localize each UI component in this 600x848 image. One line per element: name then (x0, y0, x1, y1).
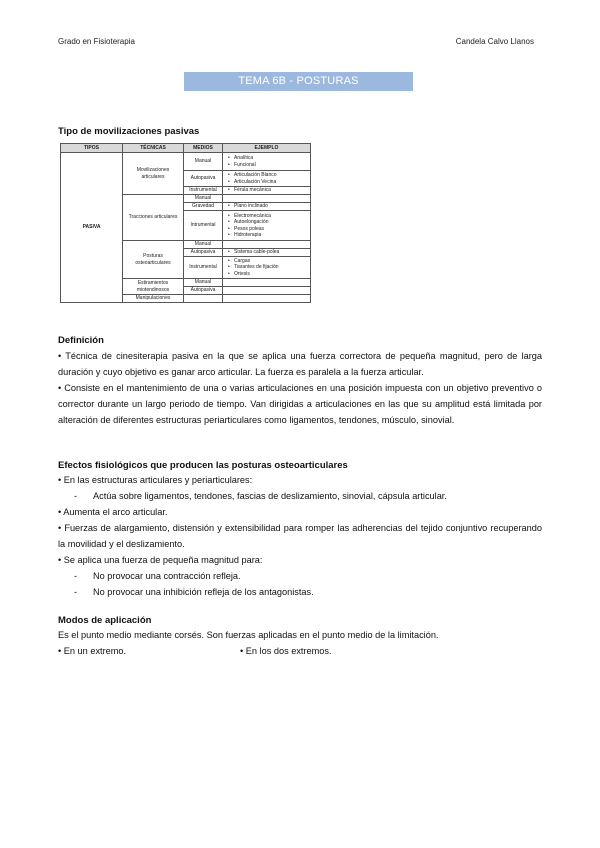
tipo-cell: PASIVA (61, 153, 123, 303)
ejemplo-cell (223, 287, 311, 295)
medio-cell: Autopasiva (184, 249, 223, 257)
ejemplo-item: • Sistema cable-polea (234, 249, 308, 255)
header-course: Grado en Fisioterapia (58, 37, 135, 46)
medio-cell: Intrumental (184, 211, 223, 241)
ejemplo-item: • Electromecánica (234, 213, 308, 219)
ejemplo-cell (223, 203, 311, 211)
ejemplo-cell (223, 249, 311, 257)
ejemplo-cell (223, 279, 311, 287)
dash-marker: - (74, 491, 78, 501)
modos-paragraph: Es el punto medio mediante corsés. Son fuerzas aplicadas en el punto medio de la limitación. (58, 630, 439, 640)
ejemplo-item: • Autoelongación (234, 219, 308, 225)
definicion-body (58, 348, 542, 428)
ejemplo-cell (223, 153, 311, 171)
ejemplo-cell (223, 295, 311, 303)
definicion-paragraph: • Consiste en el mantenimiento de una o varias articulaciones en una posición impuesta con un objetivo preventivo o corrector durante un largo periodo de tiempo. Van dirigidas a articulaciones en las que su amplitud está limitada por alteración de diferentes estructuras periarticulares como ligamentos, tendones, músculo, sinovial. (58, 383, 542, 425)
ejemplo-cell (223, 257, 311, 279)
subitem-text: No provocar una contracción refleja. (93, 571, 241, 581)
efectos-bullet: • En las estructuras articulares y periarticulares: (58, 475, 253, 485)
dash-marker: - (74, 587, 78, 597)
tecnica-cell: Movilizaciones articulares (123, 153, 184, 195)
header-author: Candela Calvo Llanos (455, 37, 534, 46)
ejemplo-cell (223, 211, 311, 241)
ejemplo-item: • Articulación Vecina (234, 179, 308, 185)
subitem-text: Actúa sobre ligamentos, tendones, fascias de deslizamiento, sinovial, cápsula articular. (93, 491, 447, 501)
ejemplo-item: • Hidroterapia (234, 232, 308, 238)
medio-cell: Instrumental (184, 257, 223, 279)
ejemplo-item: • Articulación Blanco (234, 172, 308, 178)
dash-marker: - (74, 571, 78, 581)
efectos-bullet: • Fuerzas de alargamiento, distensión y extensibilidad para romper las adherencias del tejido conjuntivo recuperando la movilidad y el deslizamiento. (58, 523, 542, 549)
ejemplo-item: • Plano inclinado (234, 203, 308, 209)
medio-cell: Gravedad (184, 203, 223, 211)
table-header-row (61, 144, 311, 153)
medio-cell: Autopasiva (184, 171, 223, 187)
tecnica-cell: Estiramientos miotendinosos (123, 279, 184, 295)
definicion-heading: Definición (58, 335, 104, 346)
efectos-body (58, 472, 542, 600)
col-header: EJEMPLO (223, 144, 311, 153)
efectos-subitem (58, 584, 542, 600)
ejemplo-cell (223, 195, 311, 203)
document-title: TEMA 6B - POSTURAS OSTEOARTICULARES. (184, 72, 413, 91)
subitem-text: No provocar una inhibición refleja de los antagonistas. (93, 587, 314, 597)
efectos-bullet: • Aumenta el arco articular. (58, 507, 168, 517)
efectos-subitem (58, 488, 542, 504)
efectos-heading: Efectos fisiológicos que producen las posturas osteoarticulares (58, 460, 348, 471)
medio-cell: Manual (184, 153, 223, 171)
medio-cell: Autopasiva (184, 287, 223, 295)
modos-item: • En un extremo. (58, 646, 127, 656)
ejemplo-item: • Ortesis (234, 271, 308, 277)
modos-heading: Modos de aplicación (58, 615, 152, 626)
tecnica-cell: Manipulaciones (123, 295, 184, 303)
medio-cell: Manual (184, 195, 223, 203)
ejemplo-item: • Cargas (234, 258, 308, 264)
modos-item: • En los dos extremos. (240, 646, 332, 656)
medio-cell: Manual (184, 279, 223, 287)
efectos-bullet: • Se aplica una fuerza de pequeña magnitud para: (58, 555, 263, 565)
medio-cell: Manual (184, 241, 223, 249)
col-header: MEDIOS (184, 144, 223, 153)
table-section-heading: Tipo de movilizaciones pasivas (58, 126, 200, 137)
ejemplo-item: • Analítica (234, 155, 308, 161)
ejemplo-cell (223, 171, 311, 187)
medio-cell (184, 295, 223, 303)
ejemplo-item: • Pesos poleas (234, 226, 308, 232)
movilizaciones-table (60, 143, 310, 303)
modos-body (58, 627, 542, 659)
col-header: TIPOS (61, 144, 123, 153)
efectos-subitem (58, 568, 542, 584)
modos-items (58, 643, 542, 659)
definicion-paragraph: • Técnica de cinesiterapia pasiva en la que se aplica una fuerza correctora de pequeña magnitud, pero de larga duración y cuyo objetivo es ganar arco articular. La fuerza es paralela a la fuerza articular. (58, 351, 542, 377)
ejemplo-cell (223, 241, 311, 249)
ejemplo-cell (223, 187, 311, 195)
tecnica-cell: Posturas osteoarticulares (123, 241, 184, 279)
ejemplo-item: • Férula mecánica (234, 187, 308, 193)
ejemplo-item: • Tiarantes de fijación (234, 264, 308, 270)
col-header: TÉCNICAS (123, 144, 184, 153)
tecnica-cell: Tracciones articulares (123, 195, 184, 241)
medio-cell: Instrumental (184, 187, 223, 195)
ejemplo-item: • Funcional (234, 162, 308, 168)
